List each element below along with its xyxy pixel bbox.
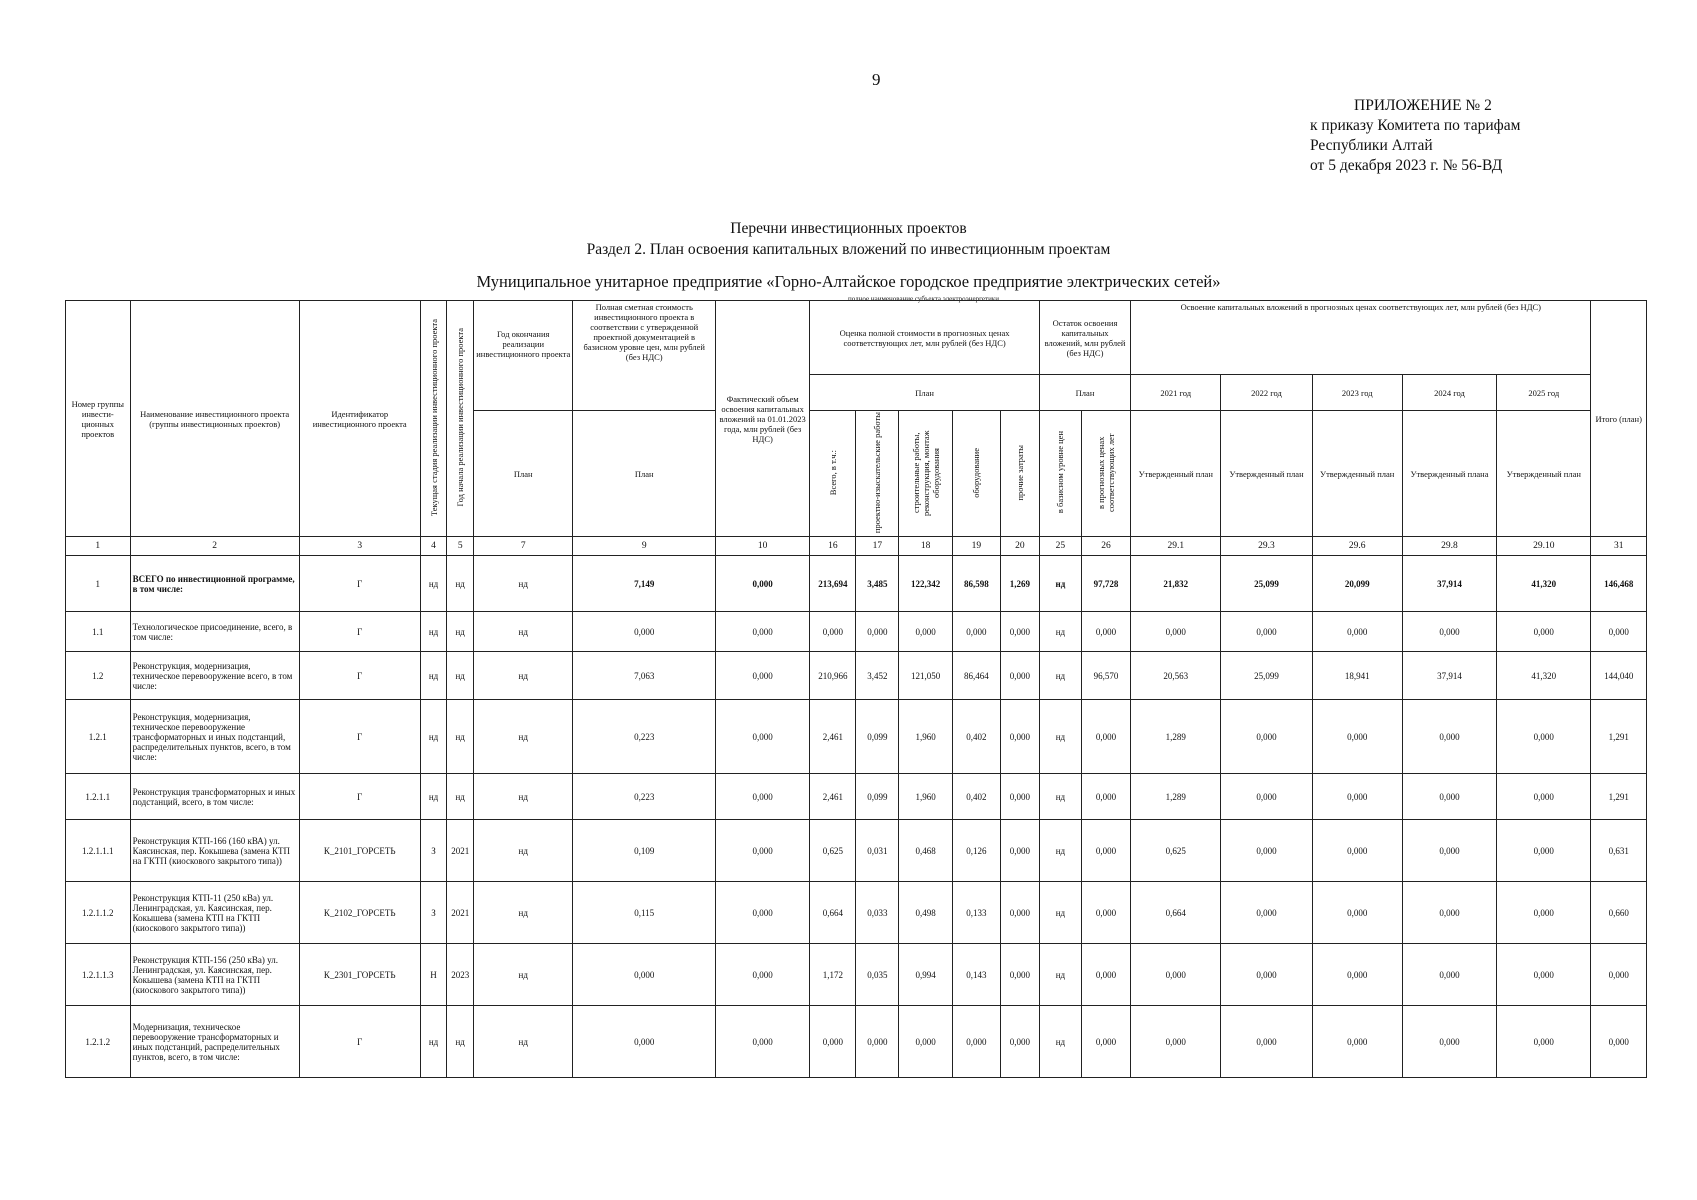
cell-total: 1,291	[1591, 774, 1647, 820]
cell-estimate: 0,223	[573, 774, 716, 820]
cell-2022: 0,000	[1221, 774, 1312, 820]
cell-design: 0,099	[856, 700, 899, 774]
cell-construction: 0,468	[899, 820, 952, 882]
cell-actual: 0,000	[715, 944, 809, 1006]
cell-identifier: Г	[299, 556, 420, 612]
cell-stage: нд	[420, 556, 447, 612]
cell-start-year: нд	[447, 700, 474, 774]
cell-2022: 25,099	[1221, 556, 1312, 612]
cell-total-all: 0,000	[810, 612, 856, 652]
cell-2025: 0,000	[1497, 944, 1591, 1006]
cell-remainder-forecast: 97,728	[1081, 556, 1130, 612]
table-row	[66, 774, 1647, 820]
header-actual: Фактический объем освоения капитальных вложений на 01.01.2023 года, млн рублей (без НДС)	[715, 301, 809, 537]
cell-start-year: нд	[447, 774, 474, 820]
column-number: 25	[1039, 537, 1081, 556]
cell-2023: 0,000	[1312, 820, 1402, 882]
header-year-2022: 2022 год	[1221, 375, 1312, 411]
cell-remainder-forecast: 0,000	[1081, 774, 1130, 820]
header-estimate-cost: Полная сметная стоимость инвестиционного проекта в соответствии с утвержденной проектной документацией в базисном уровне цен, млн рублей (без НДС)	[573, 301, 716, 411]
cell-design: 0,099	[856, 774, 899, 820]
cell-2023: 0,000	[1312, 700, 1402, 774]
cell-2022: 25,099	[1221, 652, 1312, 700]
cell-2021: 1,289	[1131, 774, 1221, 820]
cell-2023: 0,000	[1312, 882, 1402, 944]
column-number: 31	[1591, 537, 1647, 556]
header-design: проектно-изыскательские работы	[872, 412, 883, 534]
cell-end-year: нд	[474, 612, 573, 652]
table-row	[66, 1006, 1647, 1078]
header-year-2023: 2023 год	[1312, 375, 1402, 411]
cell-equipment: 0,133	[952, 882, 1000, 944]
cell-other: 0,000	[1000, 774, 1039, 820]
column-number-row	[66, 537, 1647, 556]
cell-stage: нд	[420, 774, 447, 820]
column-number: 3	[299, 537, 420, 556]
cell-remainder-forecast: 0,000	[1081, 820, 1130, 882]
cell-construction: 0,000	[899, 1006, 952, 1078]
cell-project-name: Реконструкция КТП-11 (250 кВа) ул. Ленинградская, ул. Каясинская, пер. Кокышева (замена КТП на ГКТП (киоскового закрытого типа))	[130, 882, 299, 944]
header-construction: строительные работы, реконструкция, монтаж оборудования	[910, 429, 941, 516]
cell-total: 0,660	[1591, 882, 1647, 944]
column-number: 2	[130, 537, 299, 556]
table-body	[66, 556, 1647, 1078]
cell-design: 0,031	[856, 820, 899, 882]
cell-other: 1,269	[1000, 556, 1039, 612]
cell-2025: 0,000	[1497, 700, 1591, 774]
column-number: 29.10	[1497, 537, 1591, 556]
header-total: Итого (план)	[1591, 301, 1647, 537]
cell-number: 1.2.1.1.3	[66, 944, 131, 1006]
cell-equipment: 0,126	[952, 820, 1000, 882]
appendix-title: ПРИЛОЖЕНИЕ № 2	[1354, 97, 1492, 114]
cell-2024: 0,000	[1402, 944, 1496, 1006]
cell-construction: 121,050	[899, 652, 952, 700]
column-number: 1	[66, 537, 131, 556]
cell-stage: З	[420, 820, 447, 882]
cell-other: 0,000	[1000, 944, 1039, 1006]
header-development: Освоение капитальных вложений в прогнозных ценах соответствующих лет, млн рублей (без НДС)	[1131, 301, 1591, 375]
column-number: 9	[573, 537, 716, 556]
header-approved-2021: Утвержденный план	[1131, 411, 1221, 537]
cell-equipment: 0,000	[952, 1006, 1000, 1078]
cell-construction: 0,000	[899, 612, 952, 652]
cell-2023: 0,000	[1312, 774, 1402, 820]
cell-end-year: нд	[474, 944, 573, 1006]
cell-2021: 0,625	[1131, 820, 1221, 882]
cell-end-year: нд	[474, 820, 573, 882]
cell-remainder-forecast: 0,000	[1081, 944, 1130, 1006]
cell-project-name: Модернизация, техническое перевооружение трансформаторных и иных подстанций, распределительных пунктов, всего, в том числе:	[130, 1006, 299, 1078]
cell-estimate: 0,000	[573, 944, 716, 1006]
page-number: 9	[872, 70, 881, 89]
cell-end-year: нд	[474, 1006, 573, 1078]
cell-2021: 20,563	[1131, 652, 1221, 700]
cell-stage: нд	[420, 612, 447, 652]
header-year-2024: 2024 год	[1402, 375, 1496, 411]
cell-start-year: нд	[447, 612, 474, 652]
cell-2024: 0,000	[1402, 820, 1496, 882]
cell-project-name: Технологическое присоединение, всего, в том числе:	[130, 612, 299, 652]
cell-number: 1.2	[66, 652, 131, 700]
cell-equipment: 0,143	[952, 944, 1000, 1006]
cell-estimate: 7,063	[573, 652, 716, 700]
cell-remainder-forecast: 0,000	[1081, 612, 1130, 652]
cell-remainder-forecast: 0,000	[1081, 882, 1130, 944]
cell-2022: 0,000	[1221, 612, 1312, 652]
cell-remainder-forecast: 0,000	[1081, 1006, 1130, 1078]
cell-stage: нд	[420, 1006, 447, 1078]
cell-other: 0,000	[1000, 612, 1039, 652]
appendix-date-line: от 5 декабря 2023 г. № 56-ВД	[1310, 157, 1503, 174]
cell-number: 1.2.1.1	[66, 774, 131, 820]
cell-end-year: нд	[474, 556, 573, 612]
header-stage: Текущая стадия реализации инвестиционного проекта	[428, 318, 439, 517]
header-equipment: оборудование	[971, 447, 982, 498]
cell-2021: 0,000	[1131, 944, 1221, 1006]
cell-start-year: 2021	[447, 882, 474, 944]
header-group-number: Номер группы инвести-ционных проектов	[66, 301, 131, 537]
cell-number: 1.1	[66, 612, 131, 652]
cell-estimate: 0,115	[573, 882, 716, 944]
header-full-cost: Оценка полной стоимости в прогнозных ценах соответствующих лет, млн рублей (без НДС)	[810, 301, 1040, 375]
cell-construction: 122,342	[899, 556, 952, 612]
cell-total-all: 1,172	[810, 944, 856, 1006]
column-number: 16	[810, 537, 856, 556]
cell-2022: 0,000	[1221, 882, 1312, 944]
cell-construction: 1,960	[899, 774, 952, 820]
column-number: 17	[856, 537, 899, 556]
cell-actual: 0,000	[715, 556, 809, 612]
cell-2024: 0,000	[1402, 612, 1496, 652]
cell-identifier: К_2102_ГОРСЕТЬ	[299, 882, 420, 944]
table-row	[66, 882, 1647, 944]
column-number: 18	[899, 537, 952, 556]
cell-other: 0,000	[1000, 882, 1039, 944]
cell-stage: Н	[420, 944, 447, 1006]
cell-actual: 0,000	[715, 1006, 809, 1078]
header-year-2025: 2025 год	[1497, 375, 1591, 411]
cell-2022: 0,000	[1221, 820, 1312, 882]
cell-2025: 0,000	[1497, 612, 1591, 652]
cell-stage: нд	[420, 700, 447, 774]
column-number: 7	[474, 537, 573, 556]
cell-2021: 0,000	[1131, 612, 1221, 652]
cell-2021: 0,664	[1131, 882, 1221, 944]
cell-total: 0,631	[1591, 820, 1647, 882]
table-row	[66, 700, 1647, 774]
cell-total-all: 0,664	[810, 882, 856, 944]
cell-2023: 0,000	[1312, 944, 1402, 1006]
cell-total: 1,291	[1591, 700, 1647, 774]
cell-equipment: 0,000	[952, 612, 1000, 652]
cell-design: 0,000	[856, 612, 899, 652]
cell-estimate: 7,149	[573, 556, 716, 612]
cell-2022: 0,000	[1221, 1006, 1312, 1078]
cell-identifier: Г	[299, 1006, 420, 1078]
cell-equipment: 86,598	[952, 556, 1000, 612]
column-number: 29.6	[1312, 537, 1402, 556]
table-row	[66, 612, 1647, 652]
cell-other: 0,000	[1000, 700, 1039, 774]
cell-start-year: 2023	[447, 944, 474, 1006]
cell-actual: 0,000	[715, 774, 809, 820]
cell-project-name: Реконструкция, модернизация, техническое перевооружение трансформаторных и иных подстанций, распределительных пунктов, всего, в том числе:	[130, 700, 299, 774]
cell-total: 146,468	[1591, 556, 1647, 612]
cell-total: 144,040	[1591, 652, 1647, 700]
cell-identifier: Г	[299, 700, 420, 774]
header-all-incl: Всего, в т.ч.:	[827, 449, 838, 496]
cell-project-name: Реконструкция КТП-156 (250 кВа) ул. Ленинградская, ул. Каясинская, пер. Кокышева (замена КТП на ГКТП (киоскового закрытого типа))	[130, 944, 299, 1006]
cell-stage: нд	[420, 652, 447, 700]
cell-actual: 0,000	[715, 820, 809, 882]
column-number: 4	[420, 537, 447, 556]
cell-end-year: нд	[474, 882, 573, 944]
cell-total-all: 210,966	[810, 652, 856, 700]
cell-remainder-forecast: 0,000	[1081, 700, 1130, 774]
header-plan-remainder: План	[1039, 375, 1130, 411]
cell-remainder-base: нд	[1039, 1006, 1081, 1078]
column-number: 5	[447, 537, 474, 556]
cell-remainder-base: нд	[1039, 774, 1081, 820]
cell-other: 0,000	[1000, 820, 1039, 882]
header-base-level: в базисном уровне цен	[1055, 431, 1066, 514]
cell-design: 3,485	[856, 556, 899, 612]
cell-2021: 21,832	[1131, 556, 1221, 612]
cell-design: 0,033	[856, 882, 899, 944]
cell-start-year: нд	[447, 1006, 474, 1078]
header-identifier: Идентификатор инвестиционного проекта	[299, 301, 420, 537]
cell-start-year: 2021	[447, 820, 474, 882]
header-approved-2024: Утвержденный плана	[1402, 411, 1496, 537]
header-year-2021: 2021 год	[1131, 375, 1221, 411]
cell-remainder-base: нд	[1039, 556, 1081, 612]
cell-2021: 1,289	[1131, 700, 1221, 774]
cell-estimate: 0,223	[573, 700, 716, 774]
cell-total-all: 2,461	[810, 774, 856, 820]
cell-identifier: Г	[299, 652, 420, 700]
cell-2023: 20,099	[1312, 556, 1402, 612]
cell-other: 0,000	[1000, 1006, 1039, 1078]
header-plan-estimate: План	[573, 411, 716, 537]
header-approved-2025: Утвержденный план	[1497, 411, 1591, 537]
column-number: 29.3	[1221, 537, 1312, 556]
cell-2025: 41,320	[1497, 556, 1591, 612]
cell-total: 0,000	[1591, 1006, 1647, 1078]
column-number: 29.1	[1131, 537, 1221, 556]
cell-end-year: нд	[474, 652, 573, 700]
cell-2024: 0,000	[1402, 1006, 1496, 1078]
cell-estimate: 0,000	[573, 612, 716, 652]
cell-equipment: 0,402	[952, 700, 1000, 774]
cell-identifier: К_2301_ГОРСЕТЬ	[299, 944, 420, 1006]
cell-2021: 0,000	[1131, 1006, 1221, 1078]
cell-2024: 0,000	[1402, 882, 1496, 944]
cell-number: 1.2.1.1.1	[66, 820, 131, 882]
cell-2024: 37,914	[1402, 556, 1496, 612]
cell-end-year: нд	[474, 774, 573, 820]
document-titles	[0, 218, 1697, 260]
cell-design: 3,452	[856, 652, 899, 700]
cell-other: 0,000	[1000, 652, 1039, 700]
table-row	[66, 944, 1647, 1006]
cell-2025: 0,000	[1497, 882, 1591, 944]
cell-remainder-base: нд	[1039, 612, 1081, 652]
column-number: 29.8	[1402, 537, 1496, 556]
investment-table	[65, 300, 1647, 1078]
cell-equipment: 86,464	[952, 652, 1000, 700]
cell-total: 0,000	[1591, 944, 1647, 1006]
cell-2024: 0,000	[1402, 774, 1496, 820]
section-title: Раздел 2. План освоения капитальных вложений по инвестиционным проектам	[586, 241, 1111, 258]
column-number: 20	[1000, 537, 1039, 556]
header-remainder: Остаток освоения капитальных вложений, млн рублей (без НДС)	[1039, 301, 1130, 375]
cell-number: 1.2.1.1.2	[66, 882, 131, 944]
cell-remainder-base: нд	[1039, 700, 1081, 774]
appendix-republic-line: Республики Алтай	[1310, 137, 1433, 154]
header-other: прочие затраты	[1014, 444, 1025, 501]
cell-actual: 0,000	[715, 652, 809, 700]
cell-number: 1.2.1	[66, 700, 131, 774]
column-number: 19	[952, 537, 1000, 556]
cell-design: 0,000	[856, 1006, 899, 1078]
cell-project-name: Реконструкция трансформаторных и иных подстанций, всего, в том числе:	[130, 774, 299, 820]
header-project-name: Наименование инвестиционного проекта (группы инвестиционных проектов)	[130, 301, 299, 537]
cell-construction: 1,960	[899, 700, 952, 774]
cell-project-name: Реконструкция КТП-166 (160 кВА) ул. Каясинская, пер. Кокышева (замена КТП на ГКТП (киоскового закрытого типа))	[130, 820, 299, 882]
organization-name: Муниципальное унитарное предприятие «Горно-Алтайское городское предприятие электрических сетей»	[476, 272, 1221, 291]
cell-remainder-base: нд	[1039, 820, 1081, 882]
cell-identifier: Г	[299, 612, 420, 652]
cell-2023: 0,000	[1312, 1006, 1402, 1078]
cell-number: 1	[66, 556, 131, 612]
cell-number: 1.2.1.2	[66, 1006, 131, 1078]
cell-2025: 41,320	[1497, 652, 1591, 700]
cell-2025: 0,000	[1497, 820, 1591, 882]
cell-total-all: 0,000	[810, 1006, 856, 1078]
header-start-year: Год начала реализации инвестиционного проекта	[455, 328, 466, 507]
cell-2023: 0,000	[1312, 612, 1402, 652]
cell-actual: 0,000	[715, 882, 809, 944]
cell-construction: 0,498	[899, 882, 952, 944]
cell-2022: 0,000	[1221, 944, 1312, 1006]
document-title: Перечни инвестиционных проектов	[730, 220, 967, 237]
cell-start-year: нд	[447, 652, 474, 700]
header-plan-end: План	[474, 411, 573, 537]
cell-total-all: 213,694	[810, 556, 856, 612]
cell-estimate: 0,000	[573, 1006, 716, 1078]
cell-actual: 0,000	[715, 612, 809, 652]
table-row	[66, 556, 1647, 612]
cell-remainder-base: нд	[1039, 652, 1081, 700]
cell-identifier: К_2101_ГОРСЕТЬ	[299, 820, 420, 882]
header-plan-cost: План	[810, 375, 1040, 411]
cell-project-name: Реконструкция, модернизация, техническое перевооружение всего, в том числе:	[130, 652, 299, 700]
header-forecast: в прогнозных ценах соответствующих лет	[1096, 433, 1117, 512]
cell-remainder-base: нд	[1039, 882, 1081, 944]
cell-stage: З	[420, 882, 447, 944]
cell-end-year: нд	[474, 700, 573, 774]
cell-start-year: нд	[447, 556, 474, 612]
cell-remainder-base: нд	[1039, 944, 1081, 1006]
cell-total: 0,000	[1591, 612, 1647, 652]
cell-identifier: Г	[299, 774, 420, 820]
cell-actual: 0,000	[715, 700, 809, 774]
column-number: 10	[715, 537, 809, 556]
cell-project-name: ВСЕГО по инвестиционной программе, в том числе:	[130, 556, 299, 612]
cell-design: 0,035	[856, 944, 899, 1006]
organization-caption: полное наименование субъекта электроэнергетики	[848, 295, 999, 303]
header-approved-2022: Утвержденный план	[1221, 411, 1312, 537]
cell-total-all: 2,461	[810, 700, 856, 774]
header-approved-2023: Утвержденный план	[1312, 411, 1402, 537]
cell-2024: 0,000	[1402, 700, 1496, 774]
column-number: 26	[1081, 537, 1130, 556]
table-row	[66, 820, 1647, 882]
cell-estimate: 0,109	[573, 820, 716, 882]
cell-remainder-forecast: 96,570	[1081, 652, 1130, 700]
appendix-block	[1310, 96, 1520, 176]
cell-2022: 0,000	[1221, 700, 1312, 774]
appendix-order-line: к приказу Комитета по тарифам	[1310, 117, 1521, 134]
cell-2025: 0,000	[1497, 1006, 1591, 1078]
table-row	[66, 652, 1647, 700]
cell-2023: 18,941	[1312, 652, 1402, 700]
cell-equipment: 0,402	[952, 774, 1000, 820]
cell-total-all: 0,625	[810, 820, 856, 882]
cell-2024: 37,914	[1402, 652, 1496, 700]
cell-2025: 0,000	[1497, 774, 1591, 820]
header-end-year: Год окончания реализации инвестиционного проекта	[474, 301, 573, 411]
cell-construction: 0,994	[899, 944, 952, 1006]
